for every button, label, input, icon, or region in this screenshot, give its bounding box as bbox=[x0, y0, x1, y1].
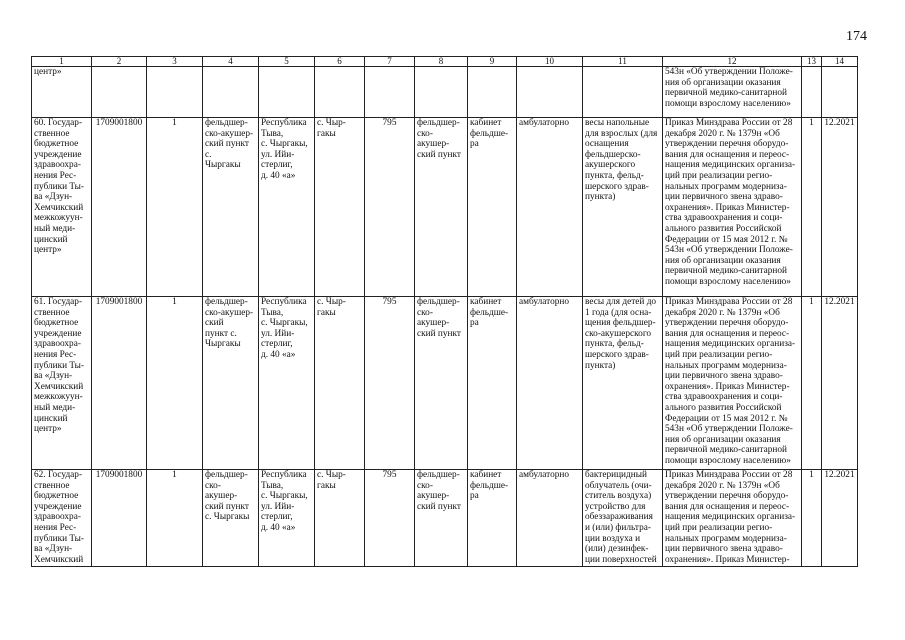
unit-type-cell: фельдшер- ско- акушер- ский пункт bbox=[415, 118, 468, 297]
facility-cell: фельдшер- ско-акушер- ский пункт с. Чыргакы bbox=[203, 297, 259, 470]
facility-cell bbox=[203, 67, 259, 118]
table-row bbox=[32, 297, 858, 470]
care-mode-cell: амбулаторно bbox=[517, 297, 583, 470]
equipment-cell: весы для детей до 1 года (для осна- щения фельдшер- ско-акушерского пункта, фельд- шерского здрав- пункта) bbox=[583, 297, 663, 470]
legal-basis-cell: 543н «Об утверждении Положе- ния об организации оказания первичной медико-санитарной помощи взрослому населению» bbox=[663, 67, 802, 118]
date-cell bbox=[822, 67, 858, 118]
date-cell: 12.2021 bbox=[822, 118, 858, 297]
column-number-row bbox=[32, 57, 858, 67]
legal-basis-cell: Приказ Минздрава России от 28 декабря 2020 г. № 1379н «Об утверждении перечня оборудо- вания для оснащения и переос- нащения медицинских организа- ций при реализации регио- нальных программ модерниза- ции первичного звена здраво- охранения». Приказ Министер- ства здравоохранения и соци- ального развития Российской Федерации от 15 мая 2012 г. № 543н «Об утверждении Положе- ния об организации оказания первичной медико-санитарной помощи взрослому населению» bbox=[663, 297, 802, 470]
care-mode-cell: амбулаторно bbox=[517, 118, 583, 297]
count-cell bbox=[147, 67, 203, 118]
population-cell: 795 bbox=[365, 118, 415, 297]
unit-type-cell: фельдшер- ско- акушер- ский пункт bbox=[415, 470, 468, 567]
legal-basis-cell: Приказ Минздрава России от 28 декабря 2020 г. № 1379н «Об утверждении перечня оборудо- вания для оснащения и переос- нащения медицинских организа- ций при реализации регио- нальных программ модерниза- ции первичного звена здраво- охранения». Приказ Министер- bbox=[663, 470, 802, 567]
settlement-cell: с. Чыр- гакы bbox=[315, 470, 365, 567]
room-cell: кабинет фельдше- ра bbox=[468, 470, 517, 567]
settlement-cell: с. Чыр- гакы bbox=[315, 118, 365, 297]
column-number: 12 bbox=[663, 57, 802, 67]
equipment-cell bbox=[583, 67, 663, 118]
quantity-cell bbox=[802, 67, 822, 118]
column-number: 10 bbox=[517, 57, 583, 67]
settlement-cell bbox=[315, 67, 365, 118]
column-number: 11 bbox=[583, 57, 663, 67]
care-mode-cell bbox=[517, 67, 583, 118]
population-cell: 795 bbox=[365, 297, 415, 470]
institution-cell: 60. Государ- ственное бюджетное учреждение здравоохра- нения Рес- публики Ты- ва «Дзун- Хемчикский межкожуун- ный меди- цинский центр» bbox=[32, 118, 92, 297]
inn-cell: 1709001800 bbox=[92, 118, 147, 297]
column-number: 4 bbox=[203, 57, 259, 67]
table-row bbox=[32, 67, 858, 118]
column-number: 13 bbox=[802, 57, 822, 67]
quantity-cell: 1 bbox=[802, 118, 822, 297]
count-cell: 1 bbox=[147, 118, 203, 297]
equipment-table bbox=[31, 56, 858, 567]
table-row bbox=[32, 118, 858, 297]
count-cell: 1 bbox=[147, 297, 203, 470]
column-number: 3 bbox=[147, 57, 203, 67]
room-cell bbox=[468, 67, 517, 118]
column-number: 1 bbox=[32, 57, 92, 67]
institution-cell: центр» bbox=[32, 67, 92, 118]
equipment-cell: весы напольные для взрослых (для оснащения фельдшерско- акушерского пункта, фельд- шерского здрав- пункта) bbox=[583, 118, 663, 297]
column-number: 9 bbox=[468, 57, 517, 67]
institution-cell: 61. Государ- ственное бюджетное учреждение здравоохра- нения Рес- публики Ты- ва «Дзун- Хемчикский межкожуун- ный меди- цинский центр» bbox=[32, 297, 92, 470]
population-cell bbox=[365, 67, 415, 118]
room-cell: кабинет фельдше- ра bbox=[468, 297, 517, 470]
equipment-cell: бактерицидный облучатель (очи- ститель воздуха) устройство для обеззараживания и (или) фильтра- ции воздуха и (или) дезинфек- ции поверхностей bbox=[583, 470, 663, 567]
inn-cell: 1709001800 bbox=[92, 297, 147, 470]
address-cell: Республика Тыва, с. Чыргакы, ул. Ийи- стерлиг, д. 40 «а» bbox=[259, 118, 315, 297]
quantity-cell: 1 bbox=[802, 297, 822, 470]
date-cell: 12.2021 bbox=[822, 470, 858, 567]
legal-basis-cell: Приказ Минздрава России от 28 декабря 2020 г. № 1379н «Об утверждении перечня оборудо- вания для оснащения и переос- нащения медицинских организа- ций при реализации регио- нальных программ модерниза- ции первичного звена здраво- охранения». Приказ Министер- ства здравоохранения и соци- ального развития Российской Федерации от 15 мая 2012 г. № 543н «Об утверждении Положе- ния об организации оказания первичной медико-санитарной помощи взрослому населению» bbox=[663, 118, 802, 297]
column-number: 7 bbox=[365, 57, 415, 67]
quantity-cell: 1 bbox=[802, 470, 822, 567]
count-cell: 1 bbox=[147, 470, 203, 567]
inn-cell: 1709001800 bbox=[92, 470, 147, 567]
institution-cell: 62. Государ- ственное бюджетное учреждение здравоохра- нения Рес- публики Ты- ва «Дзун- Хемчикский bbox=[32, 470, 92, 567]
column-number: 14 bbox=[822, 57, 858, 67]
column-number: 8 bbox=[415, 57, 468, 67]
column-number: 6 bbox=[315, 57, 365, 67]
unit-type-cell bbox=[415, 67, 468, 118]
table-row bbox=[32, 470, 858, 567]
column-number: 2 bbox=[92, 57, 147, 67]
inn-cell bbox=[92, 67, 147, 118]
address-cell: Республика Тыва, с. Чыргакы, ул. Ийи- стерлиг, д. 40 «а» bbox=[259, 297, 315, 470]
address-cell: Республика Тыва, с. Чыргакы, ул. Ийи- стерлиг, д. 40 «а» bbox=[259, 470, 315, 567]
date-cell: 12.2021 bbox=[822, 297, 858, 470]
address-cell bbox=[259, 67, 315, 118]
facility-cell: фельдшер- ско-акушер- ский пункт с. Чыргакы bbox=[203, 118, 259, 297]
facility-cell: фельдшер- ско- акушер- ский пункт с. Чыргакы bbox=[203, 470, 259, 567]
column-number: 5 bbox=[259, 57, 315, 67]
population-cell: 795 bbox=[365, 470, 415, 567]
unit-type-cell: фельдшер- ско- акушер- ский пункт bbox=[415, 297, 468, 470]
room-cell: кабинет фельдше- ра bbox=[468, 118, 517, 297]
care-mode-cell: амбулаторно bbox=[517, 470, 583, 567]
page-number: 174 bbox=[846, 29, 867, 44]
settlement-cell: с. Чыр- гакы bbox=[315, 297, 365, 470]
